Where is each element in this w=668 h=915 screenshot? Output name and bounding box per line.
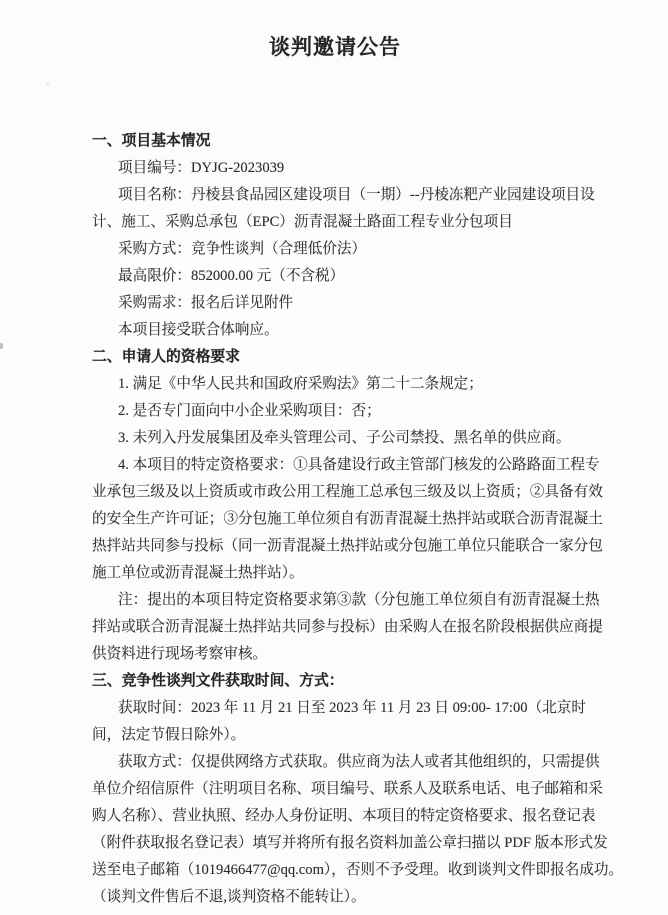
scan-artifact-speck: [0, 343, 3, 349]
text-line-req-3: 3. 未列入丹发展集团及牵头管理公司、子公司禁投、黑名单的供应商。: [118, 430, 571, 446]
document-title: 谈判邀请公告: [269, 35, 401, 59]
text-line-project-name: 项目名称：丹棱县食品园区建设项目（一期）--丹棱冻粑产业园建设项目设: [118, 187, 595, 203]
text-line-req-1: 1. 满足《中华人民共和国政府采购法》第二十二条规定；: [118, 376, 483, 392]
text-line: 计、施工、采购总承包（EPC）沥青混凝土路面工程专业分包项目: [92, 214, 513, 230]
text-line: （谈判文件售后不退,谈判资格不能转让）。: [92, 889, 366, 905]
text-line-obtain-way: 获取方式：仅提供网络方式获取。供应商为法人或者其他组织的，只需提供: [118, 754, 600, 770]
text-line: （附件获取报名登记表）填写并将所有报名资料加盖公章扫描以 PDF 版本形式发: [92, 835, 608, 851]
text-line: 单位介绍信原件（注明项目名称、项目编号、联系人及联系电话、电子邮箱和采: [92, 781, 603, 797]
text-line-project-no: 项目编号：DYJG-2023039: [118, 160, 285, 176]
document-body: [92, 128, 624, 911]
text-line: 供资料进行现场考察审核。: [92, 646, 268, 662]
text-line-req-2: 2. 是否专门面向中小企业采购项目：否；: [118, 403, 381, 419]
text-line: 业承包三级及以上资质或市政公用工程施工总承包三级及以上资质；②具备有效: [92, 484, 603, 500]
text-line: 的安全生产许可证；③分包施工单位须自有沥青混凝土热拌站或联合沥青混凝土: [92, 511, 603, 527]
scan-artifact-dot: [46, 83, 49, 86]
section-heading-1: 一、项目基本情况: [92, 133, 211, 149]
text-line-consortium: 本项目接受联合体响应。: [118, 322, 279, 338]
text-line: 购人名称）、营业执照、经办人身份证明、本项目的特定资格要求、报名登记表: [92, 808, 596, 824]
text-line: 拌站或联合沥青混凝土热拌站共同参与投标）由采购人在报名阶段根据供应商提: [92, 619, 603, 635]
text-line-note: 注：提出的本项目特定资格要求第③款（分包施工单位须自有沥青混凝土热: [118, 592, 600, 608]
text-line: 施工单位或沥青混凝土热拌站）。: [92, 565, 304, 581]
text-line-method: 采购方式：竞争性谈判（合理低价法）: [118, 241, 367, 257]
text-line-req-4: 4. 本项目的特定资格要求：①具备建设行政主管部门核发的公路路面工程专: [118, 457, 600, 473]
text-line-obtain-time: 获取时间：2023 年 11 月 21 日至 2023 年 11 月 23 日 09:00- 17:00（北京时: [118, 700, 586, 716]
text-line: 间，法定节假日除外）。: [92, 727, 246, 743]
section-heading-2: 二、申请人的资格要求: [92, 349, 240, 365]
section-heading-3: 三、竞争性谈判文件获取时间、方式：: [92, 673, 344, 689]
text-line-email: 送至电子邮箱（1019466477@qq.com），否则不予受理。收到谈判文件即报名成功。: [92, 862, 624, 878]
text-line: 热拌站共同参与投标（同一沥青混凝土热拌站或分包施工单位只能联合一家分包: [92, 538, 603, 554]
text-line-price-cap: 最高限价：852000.00 元（不含税）: [118, 268, 345, 284]
text-line-demand: 采购需求：报名后详见附件: [118, 295, 294, 311]
